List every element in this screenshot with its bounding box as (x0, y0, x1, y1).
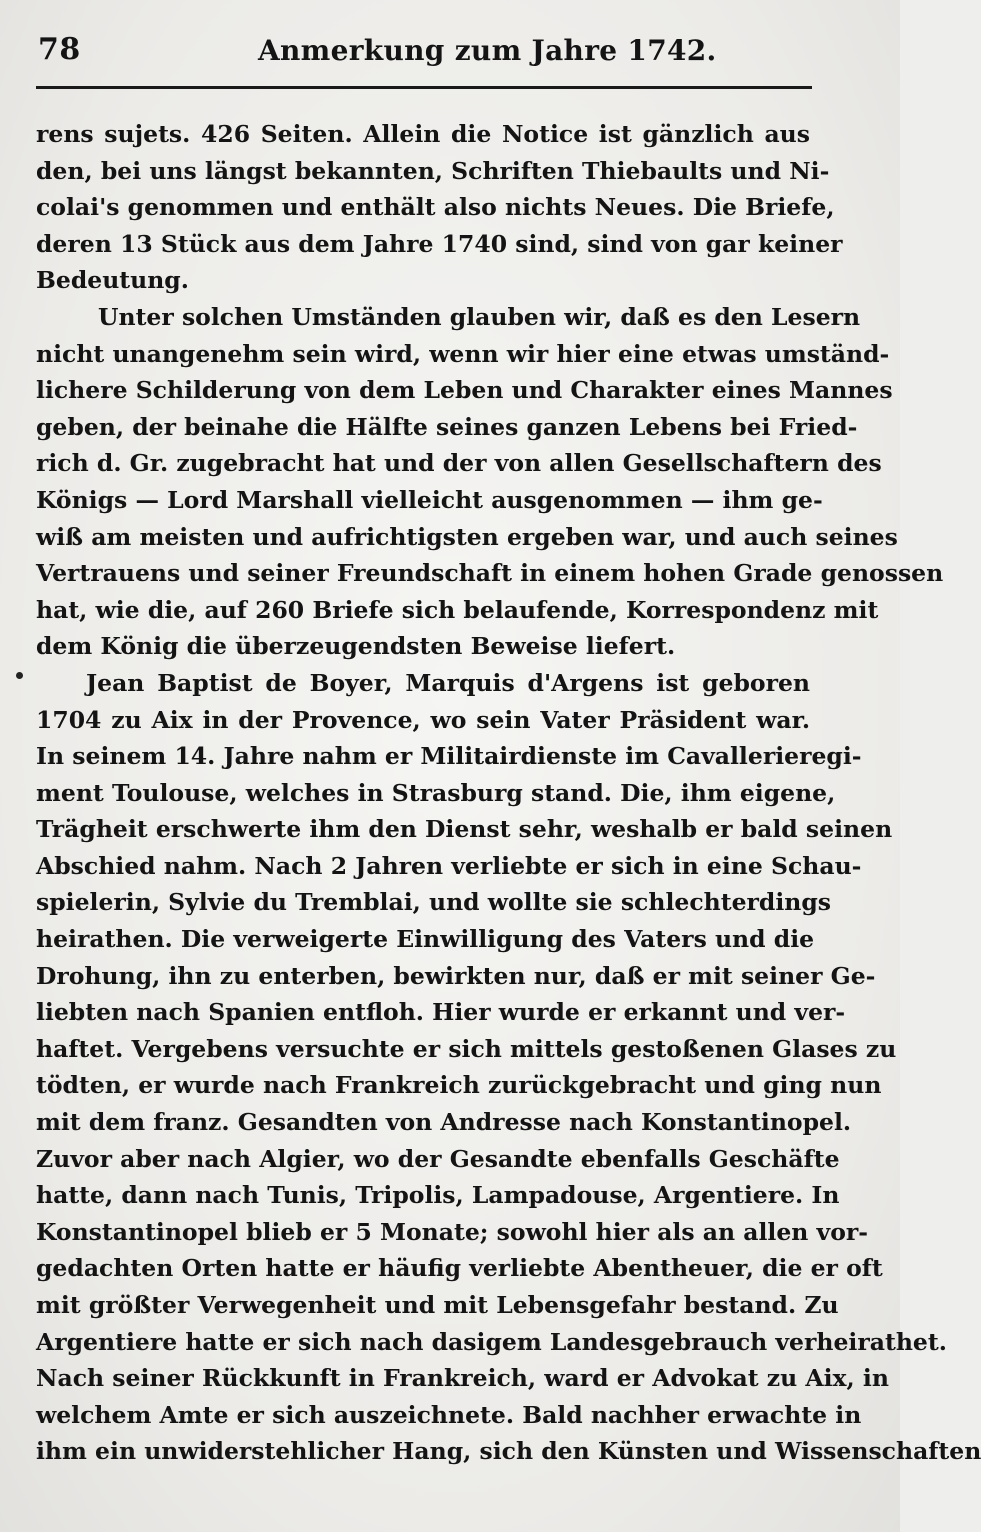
text-line: nicht unangenehm sein wird, wenn wir hier eine etwas umständ- (36, 339, 890, 368)
text-line: heirathen. Die verweigerte Einwilligung des Vaters und die (36, 925, 815, 954)
text-line: liebten nach Spanien entfloh. Hier wurde er erkannt und ver- (36, 998, 846, 1027)
text-line: geben, der beinahe die Hälfte seines ganzen Lebens bei Fried- (36, 412, 858, 441)
paragraph-marker (16, 672, 23, 679)
text-line: mit dem franz. Gesandten von Andresse nach Konstantinopel. (36, 1108, 852, 1137)
body-text (36, 116, 981, 1470)
text-line: dem König die überzeugendsten Beweise liefert. (36, 632, 676, 661)
text-line: Jean Baptist de Boyer, Marquis d'Argens ist geboren (86, 668, 810, 697)
text-line: den, bei uns längst bekannten, Schriften Thiebaults und Ni- (36, 156, 830, 185)
text-line: Drohung, ihn zu enterben, bewirkten nur, daß er mit seiner Ge- (36, 961, 876, 990)
text-line: ihm ein unwiderstehlicher Hang, sich den Künsten und Wissenschaften (36, 1437, 981, 1466)
paragraph (36, 665, 981, 1470)
text-line: Bedeutung. (36, 266, 189, 295)
text-line: rens sujets. 426 Seiten. Allein die Notice ist gänzlich aus (36, 120, 810, 148)
text-line: rich d. Gr. zugebracht hat und der von allen Gesellschaftern des (36, 449, 882, 478)
text-line: hatte, dann nach Tunis, Tripolis, Lampadouse, Argentiere. In (36, 1181, 840, 1210)
text-line: gedachten Orten hatte er häufig verliebte Abentheuer, die er oft (36, 1254, 883, 1283)
header-rule (36, 86, 812, 89)
text-line: Abschied nahm. Nach 2 Jahren verliebte er sich in eine Schau- (36, 851, 862, 880)
page-header (38, 28, 808, 72)
running-title: Anmerkung zum Jahre 1742. (258, 34, 717, 67)
text-line: mit größter Verwegenheit und mit Lebensgefahr bestand. Zu (36, 1291, 839, 1319)
text-line: deren 13 Stück aus dem Jahre 1740 sind, sind von gar keiner (36, 229, 843, 258)
text-line: Vertrauens und seiner Freundschaft in einem hohen Grade genossen (36, 559, 944, 588)
text-line: Trägheit erschwerte ihm den Dienst sehr, weshalb er bald seinen (36, 815, 893, 844)
paragraph (36, 116, 843, 299)
text-line: Zuvor aber nach Algier, wo der Gesandte ebenfalls Geschäfte (36, 1144, 840, 1173)
paragraph (36, 299, 944, 665)
text-line: lichere Schilderung von dem Leben und Charakter eines Mannes (36, 376, 893, 405)
text-line: Argentiere hatte er sich nach dasigem Landesgebrauch verheirathet. (36, 1327, 947, 1356)
text-line: ment Toulouse, welches in Strasburg stand. Die, ihm eigene, (36, 778, 836, 807)
page-number: 78 (38, 32, 81, 67)
text-line: colai's genommen und enthält also nichts Neues. Die Briefe, (36, 193, 835, 222)
text-line: welchem Amte er sich auszeichnete. Bald nachher erwachte in (36, 1400, 862, 1429)
text-line: wiß am meisten und aufrichtigsten ergeben war, und auch seines (36, 522, 898, 551)
text-line: Unter solchen Umständen glauben wir, daß es den Lesern (98, 302, 861, 331)
text-line: hat, wie die, auf 260 Briefe sich belaufende, Korrespondenz mit (36, 595, 879, 624)
text-line: 1704 zu Aix in der Provence, wo sein Vater Präsident war. (36, 705, 810, 734)
text-line: tödten, er wurde nach Frankreich zurückgebracht und ging nun (36, 1071, 882, 1100)
text-line: In seinem 14. Jahre nahm er Militairdienste im Cavallerieregi- (36, 742, 862, 771)
text-line: Nach seiner Rückkunft in Frankreich, ward er Advokat zu Aix, in (36, 1364, 889, 1393)
text-line: Königs — Lord Marshall vielleicht ausgenommen — ihm ge- (36, 485, 823, 514)
text-line: Konstantinopel blieb er 5 Monate; sowohl hier als an allen vor- (36, 1217, 869, 1246)
text-line: spielerin, Sylvie du Tremblai, und wollte sie schlechterdings (36, 888, 832, 917)
text-line: haftet. Vergebens versuchte er sich mittels gestoßenen Glases zu (36, 1034, 897, 1063)
